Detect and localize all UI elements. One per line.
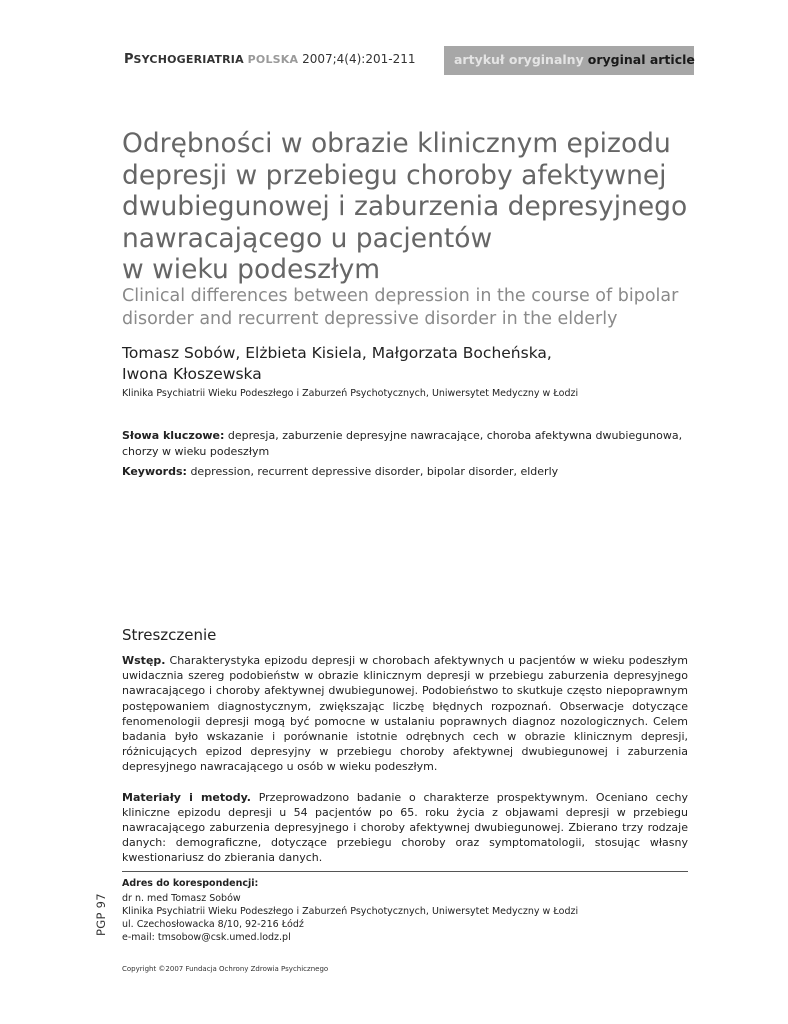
correspondence-label: Adres do korespondencji: xyxy=(122,878,259,889)
correspondence-divider xyxy=(122,871,688,872)
keywords-pl-label: Słowa kluczowe: xyxy=(122,429,225,442)
keywords-polish xyxy=(122,428,688,460)
authors-line: Tomasz Sobów, Elżbieta Kisiela, Małgorzata Bocheńska, xyxy=(122,344,552,362)
affiliation: Klinika Psychiatrii Wieku Podeszłego i Zaburzeń Psychotycznych, Uniwersytet Medyczny w Łodzi xyxy=(122,388,579,399)
journal-citation: 2007;4(4):201-211 xyxy=(302,52,416,66)
title-pl-line: depresji w przebiegu choroby afektywnej xyxy=(122,159,667,191)
correspondence-line: ul. Czechosłowacka 8/10, 92-216 Łódź xyxy=(122,919,304,930)
authors xyxy=(122,343,682,385)
title-en-line: Clinical differences between depression in the course of bipolar xyxy=(122,286,679,306)
correspondence-line: dr n. med Tomasz Sobów xyxy=(122,893,241,904)
article-type-pl: artykuł oryginalny xyxy=(454,52,584,67)
journal-header xyxy=(124,52,415,67)
abstract-body xyxy=(122,653,688,881)
title-english xyxy=(122,285,722,331)
journal-name-geriatria: GERIATRIA xyxy=(176,53,244,66)
correspondence-block xyxy=(122,877,688,944)
title-pl-line: dwubiegunowej i zaburzenia depresyjnego xyxy=(122,191,688,222)
journal-name-sycho: SYCHO xyxy=(133,53,177,66)
title-pl-line: Odrębności w obrazie klinicznym epizodu xyxy=(122,128,671,159)
copyright-notice: Copyright ©2007 Fundacja Ochrony Zdrowia Psychicznego xyxy=(122,965,329,973)
abstract-intro-label: Wstęp. xyxy=(122,654,166,667)
journal-name-polska: POLSKA xyxy=(247,53,299,66)
keywords-block xyxy=(122,428,688,484)
keywords-english xyxy=(122,464,688,480)
authors-line: Iwona Kłoszewska xyxy=(122,365,262,383)
correspondence-email: e-mail: tmsobow@csk.umed.lodz.pl xyxy=(122,932,291,943)
keywords-en-text: depression, recurrent depressive disorder, bipolar disorder, elderly xyxy=(190,465,559,478)
journal-name-p: P xyxy=(124,52,134,67)
abstract-heading: Streszczenie xyxy=(122,626,217,644)
page-number-tag: PGP 97 xyxy=(94,893,108,936)
article-type-badge xyxy=(444,46,694,75)
abstract-intro-text: Charakterystyka epizodu depresji w chorobach afektywnych u pacjentów w wieku podeszłym uwidacznia szereg podobieństw w obrazie klinicznym depresji w przebiegu zaburzenia depresyjnego nawracającego i choroby afektywnej dwubiegunowej. Podobieństwo to skutkuje często niepoprawnym postępowaniem diagnostycznym, zwiększając liczbę błędnych rozpoznań. Obserwacje dotyczące fenomenologii depresji mogą być pomocne w ustalaniu poprawnych diagnoz nozologicznych. Celem badania było wskazanie i porównanie istotnie odrębnych cech w obrazie klinicznym depresji, różnicujących epizod depresyjny w przebiegu choroby afektywnej dwubiegunowej i zaburzenia depresyjnego nawracającego u osób w wieku podeszłym. xyxy=(122,654,688,774)
keywords-en-label: Keywords: xyxy=(122,465,187,478)
abstract-introduction xyxy=(122,653,688,775)
title-polish xyxy=(122,128,722,286)
title-pl-line: nawracającego u pacjentów xyxy=(122,222,493,254)
keywords-pl-text: depresja, zaburzenie depresyjne nawracające, choroba afektywna dwubiegunowa, chorzy w wieku podeszłym xyxy=(122,429,683,458)
title-pl-line: w wieku podeszłym xyxy=(122,254,381,285)
abstract-methods xyxy=(122,790,688,866)
abstract-methods-label: Materiały i metody. xyxy=(122,790,251,804)
correspondence-line: Klinika Psychiatrii Wieku Podeszłego i Zaburzeń Psychotycznych, Uniwersytet Medyczny w Łodzi xyxy=(122,906,579,917)
article-type-en: oryginal article xyxy=(587,52,695,67)
title-en-line: disorder and recurrent depressive disorder in the elderly xyxy=(122,309,618,329)
abstract-methods-text: Przeprowadzono badanie o charakterze prospektywnym. Oceniano cechy kliniczne epizodu depresji u 54 pacjentów po 65. roku życia z objawami depresji w przebiegu nawracającego zaburzenia depresyjnego i choroby afektywnej dwubiegunowej. Zbierano trzy rodzaje danych: demograficzne, dotyczące przebiegu choroby oraz symptomatologii, stosując własny kwestionariusz do zbierania danych. xyxy=(122,790,689,865)
